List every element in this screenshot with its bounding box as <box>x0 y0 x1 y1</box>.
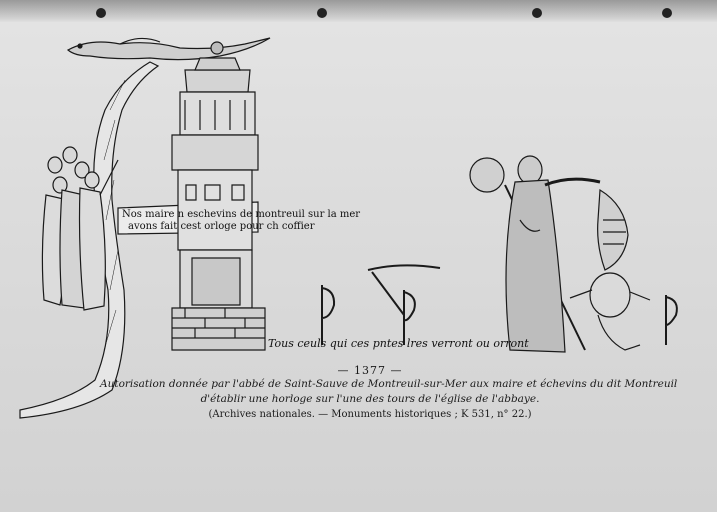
clock-tower-drawing <box>172 42 265 350</box>
gothic-inscription: Tous ceuls qui ces pntes lres verront ou orront <box>268 337 529 350</box>
bird-drawing <box>68 38 270 60</box>
banner-text-line1: Nos maire n eschevins de montreuil sur la mer <box>122 209 361 220</box>
caption-line-2: d'établir une horloge sur l'une des tours de l'église de l'abbaye. <box>200 393 540 405</box>
monk-figure-drawing <box>470 156 600 352</box>
caption-line-1: Autorisation donnée par l'abbé de Saint-Sauve de Montreuil-sur-Mer aux maire et échevins du dit Montreuil <box>100 378 678 390</box>
fish-and-beast-drawing <box>570 190 650 350</box>
source-reference: (Archives nationales. — Monuments historiques ; K 531, n° 22.) <box>208 409 532 420</box>
caption-block <box>100 364 678 423</box>
plate-number: — 1377 — <box>337 364 403 377</box>
banner-text-line2: avons fait cest orloge pour ch coffier <box>128 221 315 232</box>
